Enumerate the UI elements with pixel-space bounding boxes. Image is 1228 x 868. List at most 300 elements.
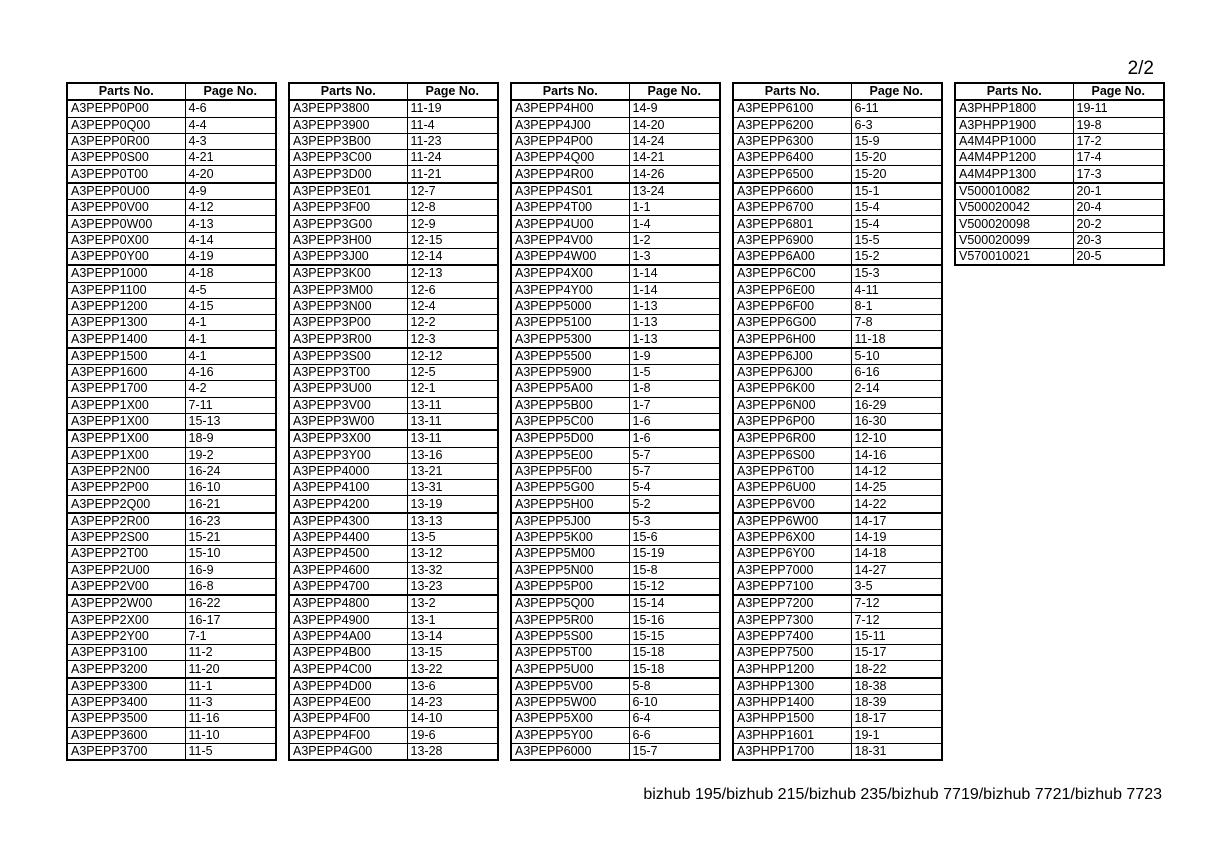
part-number-cell: A3PEPP5K00 — [511, 530, 629, 546]
part-number-cell: V570010021 — [955, 248, 1073, 265]
page-number-cell: 16-30 — [851, 413, 942, 430]
page-number-cell: 4-5 — [185, 282, 276, 298]
header-row — [289, 83, 498, 100]
page-number-cell: 13-21 — [407, 463, 498, 479]
part-number-cell: A3PEPP4Y00 — [511, 282, 629, 298]
page-number-cell: 15-8 — [629, 562, 720, 578]
table-row — [511, 743, 720, 760]
page-no-header: Page No. — [629, 83, 720, 100]
part-number-cell: A3PEPP6R00 — [733, 430, 851, 447]
table-row — [67, 397, 276, 413]
page-number-cell: 4-20 — [185, 166, 276, 183]
table-row — [289, 711, 498, 727]
part-number-cell: A3PEPP6F00 — [733, 298, 851, 314]
page-number-cell: 5-2 — [629, 496, 720, 513]
page-number-cell: 11-23 — [407, 133, 498, 149]
table-row — [67, 694, 276, 710]
table-row — [67, 678, 276, 695]
page-number-cell: 4-21 — [185, 150, 276, 166]
page-number-cell: 12-9 — [407, 216, 498, 232]
table-row — [733, 397, 942, 413]
parts-table-1 — [66, 82, 277, 761]
page-no-header: Page No. — [851, 83, 942, 100]
table-row — [733, 200, 942, 216]
table-row — [511, 661, 720, 678]
part-number-cell: A3PEPP2Y00 — [67, 628, 185, 644]
table-row — [511, 430, 720, 447]
part-number-cell: A3PEPP4W00 — [511, 248, 629, 265]
part-number-cell: A3PEPP5C00 — [511, 413, 629, 430]
table-row — [67, 248, 276, 265]
page-number-cell: 13-32 — [407, 562, 498, 578]
table-row — [511, 365, 720, 381]
page-number-cell: 14-10 — [407, 711, 498, 727]
page-number-cell: 15-14 — [629, 595, 720, 612]
page-number-cell: 16-29 — [851, 397, 942, 413]
part-number-cell: A3PEPP1200 — [67, 298, 185, 314]
page-number-cell: 15-19 — [629, 546, 720, 562]
page-number-cell: 14-25 — [851, 480, 942, 496]
table-row — [67, 612, 276, 628]
part-number-cell: A3PEPP6600 — [733, 183, 851, 200]
part-number-cell: A3PEPP1700 — [67, 381, 185, 397]
page-number-cell: 12-8 — [407, 200, 498, 216]
parts-no-header: Parts No. — [955, 83, 1073, 100]
page-number-cell: 18-22 — [851, 661, 942, 678]
page-number-cell: 19-1 — [851, 727, 942, 743]
part-number-cell: A3PEPP6T00 — [733, 463, 851, 479]
page-number-cell: 15-5 — [851, 232, 942, 248]
table-row — [511, 678, 720, 695]
page-number-cell: 14-17 — [851, 513, 942, 530]
table-row — [289, 133, 498, 149]
table-row — [289, 166, 498, 183]
part-number-cell: A4M4PP1000 — [955, 133, 1073, 149]
part-number-cell: A3PEPP7500 — [733, 645, 851, 661]
table-row — [289, 496, 498, 513]
table-row — [67, 381, 276, 397]
part-number-cell: A3PEPP1X00 — [67, 413, 185, 430]
part-number-cell: A3PHPP1601 — [733, 727, 851, 743]
page-number-cell: 1-9 — [629, 348, 720, 365]
table-row — [733, 248, 942, 265]
page-number-cell: 17-2 — [1073, 133, 1164, 149]
part-number-cell: A3PEPP1X00 — [67, 397, 185, 413]
part-number-cell: A3PEPP5N00 — [511, 562, 629, 578]
page-number-cell: 13-6 — [407, 678, 498, 695]
part-number-cell: A3PEPP4P00 — [511, 133, 629, 149]
page-number-cell: 16-21 — [185, 496, 276, 513]
page-number-cell: 20-1 — [1073, 183, 1164, 200]
part-number-cell: A3PEPP6A00 — [733, 248, 851, 265]
page-number-cell: 14-20 — [629, 117, 720, 133]
page-number-cell: 13-13 — [407, 513, 498, 530]
part-number-cell: A3PEPP6K00 — [733, 381, 851, 397]
page-number-cell: 12-7 — [407, 183, 498, 200]
table-row — [511, 628, 720, 644]
table-row — [511, 133, 720, 149]
table-row — [733, 727, 942, 743]
part-number-cell: A3PEPP6500 — [733, 166, 851, 183]
page-number-cell: 15-13 — [185, 413, 276, 430]
page-number-cell: 16-10 — [185, 480, 276, 496]
page-number-cell: 16-24 — [185, 463, 276, 479]
page-number-cell: 18-39 — [851, 694, 942, 710]
table-row — [511, 183, 720, 200]
table-row — [67, 645, 276, 661]
page-number-cell: 13-15 — [407, 645, 498, 661]
header-row — [67, 83, 276, 100]
table-row — [733, 513, 942, 530]
part-number-cell: A3PEPP4200 — [289, 496, 407, 513]
table-row — [289, 513, 498, 530]
header-row — [955, 83, 1164, 100]
table-row — [511, 413, 720, 430]
page-number-cell: 18-17 — [851, 711, 942, 727]
table-row — [733, 694, 942, 710]
table-row — [67, 530, 276, 546]
page-number-cell: 17-4 — [1073, 150, 1164, 166]
page-number-cell: 4-1 — [185, 315, 276, 331]
part-number-cell: A3PEPP5E00 — [511, 447, 629, 463]
table-row — [67, 216, 276, 232]
page-number-cell: 1-2 — [629, 232, 720, 248]
part-number-cell: A3PEPP3H00 — [289, 232, 407, 248]
table-row — [67, 711, 276, 727]
part-number-cell: A3PEPP6J00 — [733, 365, 851, 381]
table-row — [289, 216, 498, 232]
page-number-cell: 4-1 — [185, 348, 276, 365]
table-row — [733, 413, 942, 430]
page-number-cell: 14-27 — [851, 562, 942, 578]
table-row — [289, 397, 498, 413]
table-row — [733, 282, 942, 298]
page-number-cell: 8-1 — [851, 298, 942, 314]
part-number-cell: A3PEPP4U00 — [511, 216, 629, 232]
page-no-header: Page No. — [1073, 83, 1164, 100]
page-number-cell: 11-1 — [185, 678, 276, 695]
parts-table-4 — [732, 82, 943, 761]
part-number-cell: V500020042 — [955, 200, 1073, 216]
part-number-cell: A3PEPP4A00 — [289, 628, 407, 644]
table-row — [955, 117, 1164, 133]
part-number-cell: A3PEPP6300 — [733, 133, 851, 149]
page-number-cell: 18-31 — [851, 743, 942, 760]
table-row — [511, 612, 720, 628]
part-number-cell: A3PEPP1300 — [67, 315, 185, 331]
part-number-cell: A3PEPP6000 — [511, 743, 629, 760]
part-number-cell: A4M4PP1200 — [955, 150, 1073, 166]
part-number-cell: A3PEPP3M00 — [289, 282, 407, 298]
part-number-cell: A3PEPP2R00 — [67, 513, 185, 530]
part-number-cell: A3PEPP5900 — [511, 365, 629, 381]
part-number-cell: A3PEPP6G00 — [733, 315, 851, 331]
part-number-cell: A3PEPP3900 — [289, 117, 407, 133]
part-number-cell: A3PEPP6801 — [733, 216, 851, 232]
table-row — [733, 661, 942, 678]
part-number-cell: A3PEPP2S00 — [67, 530, 185, 546]
page-number-cell: 13-24 — [629, 183, 720, 200]
table-row — [67, 315, 276, 331]
part-number-cell: A3PEPP6E00 — [733, 282, 851, 298]
page-number-cell: 7-12 — [851, 595, 942, 612]
page-number-cell: 15-10 — [185, 546, 276, 562]
page-number-cell: 7-8 — [851, 315, 942, 331]
page-number-cell: 15-20 — [851, 166, 942, 183]
part-number-cell: A3PEPP3F00 — [289, 200, 407, 216]
part-number-cell: A3PHPP1800 — [955, 100, 1073, 117]
page-number-cell: 13-12 — [407, 546, 498, 562]
table-row — [289, 413, 498, 430]
table-row — [289, 430, 498, 447]
table-row — [67, 133, 276, 149]
table-row — [733, 216, 942, 232]
part-number-cell: A3PEPP5F00 — [511, 463, 629, 479]
page-number-cell: 1-3 — [629, 248, 720, 265]
parts-table-2 — [288, 82, 499, 761]
page-number-cell: 5-10 — [851, 348, 942, 365]
part-number-cell: A3PEPP3K00 — [289, 265, 407, 282]
part-number-cell: A3PEPP2X00 — [67, 612, 185, 628]
page-number-cell: 13-11 — [407, 413, 498, 430]
part-number-cell: A3PEPP2W00 — [67, 595, 185, 612]
table-row — [289, 298, 498, 314]
table-row — [289, 248, 498, 265]
part-number-cell: A3PEPP3X00 — [289, 430, 407, 447]
table-row — [733, 480, 942, 496]
table-row — [289, 595, 498, 612]
page-number-cell: 12-6 — [407, 282, 498, 298]
page-number-cell: 1-8 — [629, 381, 720, 397]
part-number-cell: A3PEPP3U00 — [289, 381, 407, 397]
part-number-cell: A3PEPP5D00 — [511, 430, 629, 447]
page-number-cell: 3-5 — [851, 578, 942, 595]
page-number-cell: 1-14 — [629, 282, 720, 298]
table-row — [67, 331, 276, 348]
part-number-cell: A3PEPP0W00 — [67, 216, 185, 232]
table-row — [289, 645, 498, 661]
page-number-cell: 7-11 — [185, 397, 276, 413]
part-number-cell: A3PEPP4J00 — [511, 117, 629, 133]
page-number-cell: 15-1 — [851, 183, 942, 200]
page-number-cell: 4-2 — [185, 381, 276, 397]
table-row — [733, 315, 942, 331]
part-number-cell: A3PEPP5Y00 — [511, 727, 629, 743]
page-number-cell: 4-3 — [185, 133, 276, 149]
table-row — [67, 265, 276, 282]
part-number-cell: A3PEPP3C00 — [289, 150, 407, 166]
table-row — [289, 331, 498, 348]
part-number-cell: A3PEPP5U00 — [511, 661, 629, 678]
table-row — [733, 612, 942, 628]
page-number-cell: 11-10 — [185, 727, 276, 743]
table-row — [955, 100, 1164, 117]
page-no-header: Page No. — [407, 83, 498, 100]
page-number-cell: 13-19 — [407, 496, 498, 513]
part-number-cell: A3PEPP6N00 — [733, 397, 851, 413]
part-number-cell: A3PEPP3500 — [67, 711, 185, 727]
parts-table-5 — [954, 82, 1165, 266]
part-number-cell: A3PEPP3T00 — [289, 365, 407, 381]
part-number-cell: A3PEPP7300 — [733, 612, 851, 628]
page-number-cell: 13-14 — [407, 628, 498, 644]
part-number-cell: A3PEPP1500 — [67, 348, 185, 365]
part-number-cell: A3PEPP3700 — [67, 743, 185, 760]
page-number-cell: 5-7 — [629, 463, 720, 479]
part-number-cell: A3PEPP0T00 — [67, 166, 185, 183]
part-number-cell: A3PEPP5T00 — [511, 645, 629, 661]
table-row — [733, 530, 942, 546]
part-number-cell: A3PEPP4500 — [289, 546, 407, 562]
part-number-cell: A3PEPP6W00 — [733, 513, 851, 530]
part-number-cell: V500020098 — [955, 216, 1073, 232]
part-number-cell: A3PEPP6H00 — [733, 331, 851, 348]
page-number-cell: 1-14 — [629, 265, 720, 282]
part-number-cell: A3PEPP0S00 — [67, 150, 185, 166]
page-number-cell: 15-3 — [851, 265, 942, 282]
part-number-cell: A3PEPP3100 — [67, 645, 185, 661]
page-number-cell: 12-13 — [407, 265, 498, 282]
page-number-cell: 13-31 — [407, 480, 498, 496]
part-number-cell: A3PEPP6C00 — [733, 265, 851, 282]
part-number-cell: A3PEPP4B00 — [289, 645, 407, 661]
table-row — [955, 216, 1164, 232]
page-number-cell: 12-3 — [407, 331, 498, 348]
page-number-cell: 4-15 — [185, 298, 276, 314]
page-number-cell: 5-8 — [629, 678, 720, 695]
page-number-cell: 4-19 — [185, 248, 276, 265]
part-number-cell: A3PEPP3D00 — [289, 166, 407, 183]
table-row — [67, 430, 276, 447]
page-number-cell: 15-15 — [629, 628, 720, 644]
table-row — [955, 183, 1164, 200]
page-number-cell: 15-6 — [629, 530, 720, 546]
table-row — [289, 578, 498, 595]
table-row — [67, 232, 276, 248]
part-number-cell: A3PHPP1400 — [733, 694, 851, 710]
table-row — [67, 727, 276, 743]
table-row — [67, 150, 276, 166]
part-number-cell: A3PEPP4100 — [289, 480, 407, 496]
parts-no-header: Parts No. — [511, 83, 629, 100]
table-row — [733, 628, 942, 644]
page-number-cell: 6-10 — [629, 694, 720, 710]
part-number-cell: A3PEPP2Q00 — [67, 496, 185, 513]
page-number-cell: 15-21 — [185, 530, 276, 546]
table-row — [511, 232, 720, 248]
table-row — [733, 100, 942, 117]
table-row — [955, 232, 1164, 248]
page-number-cell: 4-12 — [185, 200, 276, 216]
page-number-cell: 15-20 — [851, 150, 942, 166]
part-number-cell: A3PEPP2U00 — [67, 562, 185, 578]
table-row — [289, 447, 498, 463]
page-number-cell: 12-4 — [407, 298, 498, 314]
page-number-cell: 1-6 — [629, 413, 720, 430]
table-row — [67, 348, 276, 365]
table-row — [733, 496, 942, 513]
part-number-cell: A3PEPP3E01 — [289, 183, 407, 200]
table-row — [733, 265, 942, 282]
table-row — [511, 578, 720, 595]
part-number-cell: A3PEPP5J00 — [511, 513, 629, 530]
table-row — [511, 298, 720, 314]
page-number-cell: 18-38 — [851, 678, 942, 695]
part-number-cell: A3PEPP0U00 — [67, 183, 185, 200]
table-row — [67, 117, 276, 133]
part-number-cell: A3PEPP7100 — [733, 578, 851, 595]
page-number-cell: 20-3 — [1073, 232, 1164, 248]
page-number-cell: 1-13 — [629, 298, 720, 314]
part-number-cell: A3PEPP5M00 — [511, 546, 629, 562]
page-number-cell: 14-24 — [629, 133, 720, 149]
part-number-cell: A3PEPP1X00 — [67, 430, 185, 447]
page-number-cell: 15-12 — [629, 578, 720, 595]
table-row — [67, 628, 276, 644]
table-row — [511, 381, 720, 397]
part-number-cell: A3PEPP6700 — [733, 200, 851, 216]
page-number-cell: 15-18 — [629, 661, 720, 678]
part-number-cell: A3PEPP4400 — [289, 530, 407, 546]
page-number-cell: 14-21 — [629, 150, 720, 166]
table-row — [511, 100, 720, 117]
part-number-cell: A3PEPP5000 — [511, 298, 629, 314]
part-number-cell: A3PEPP2N00 — [67, 463, 185, 479]
table-row — [289, 150, 498, 166]
table-row — [289, 282, 498, 298]
part-number-cell: A4M4PP1300 — [955, 166, 1073, 183]
table-row — [67, 413, 276, 430]
table-row — [733, 578, 942, 595]
page-number-cell: 18-9 — [185, 430, 276, 447]
header-row — [511, 83, 720, 100]
table-row — [733, 743, 942, 760]
part-number-cell: A3PHPP1900 — [955, 117, 1073, 133]
page-number-cell: 13-1 — [407, 612, 498, 628]
part-number-cell: A3PEPP1600 — [67, 365, 185, 381]
part-number-cell: A3PEPP3R00 — [289, 331, 407, 348]
page-number-cell: 15-9 — [851, 133, 942, 149]
page-number-cell: 4-16 — [185, 365, 276, 381]
table-row — [733, 365, 942, 381]
page-number-cell: 19-6 — [407, 727, 498, 743]
table-row — [67, 496, 276, 513]
page-number-cell: 14-9 — [629, 100, 720, 117]
header-row — [733, 83, 942, 100]
page-number-cell: 14-18 — [851, 546, 942, 562]
part-number-cell: A3PEPP4F00 — [289, 711, 407, 727]
table-row — [289, 232, 498, 248]
table-row — [733, 447, 942, 463]
page-number-cell: 1-13 — [629, 315, 720, 331]
page-number-cell: 4-18 — [185, 265, 276, 282]
page-number-cell: 4-11 — [851, 282, 942, 298]
page-number-cell: 15-4 — [851, 216, 942, 232]
table-row — [67, 298, 276, 314]
page-number-cell: 4-9 — [185, 183, 276, 200]
part-number-cell: A3PEPP3800 — [289, 100, 407, 117]
part-number-cell: A3PEPP3400 — [67, 694, 185, 710]
table-row — [511, 562, 720, 578]
part-number-cell: A3PEPP1X00 — [67, 447, 185, 463]
part-number-cell: A3PEPP5H00 — [511, 496, 629, 513]
table-row — [67, 100, 276, 117]
page-number-cell: 20-2 — [1073, 216, 1164, 232]
part-number-cell: A3PEPP4S01 — [511, 183, 629, 200]
page-number-cell: 7-1 — [185, 628, 276, 644]
part-number-cell: A3PHPP1700 — [733, 743, 851, 760]
table-row — [511, 150, 720, 166]
